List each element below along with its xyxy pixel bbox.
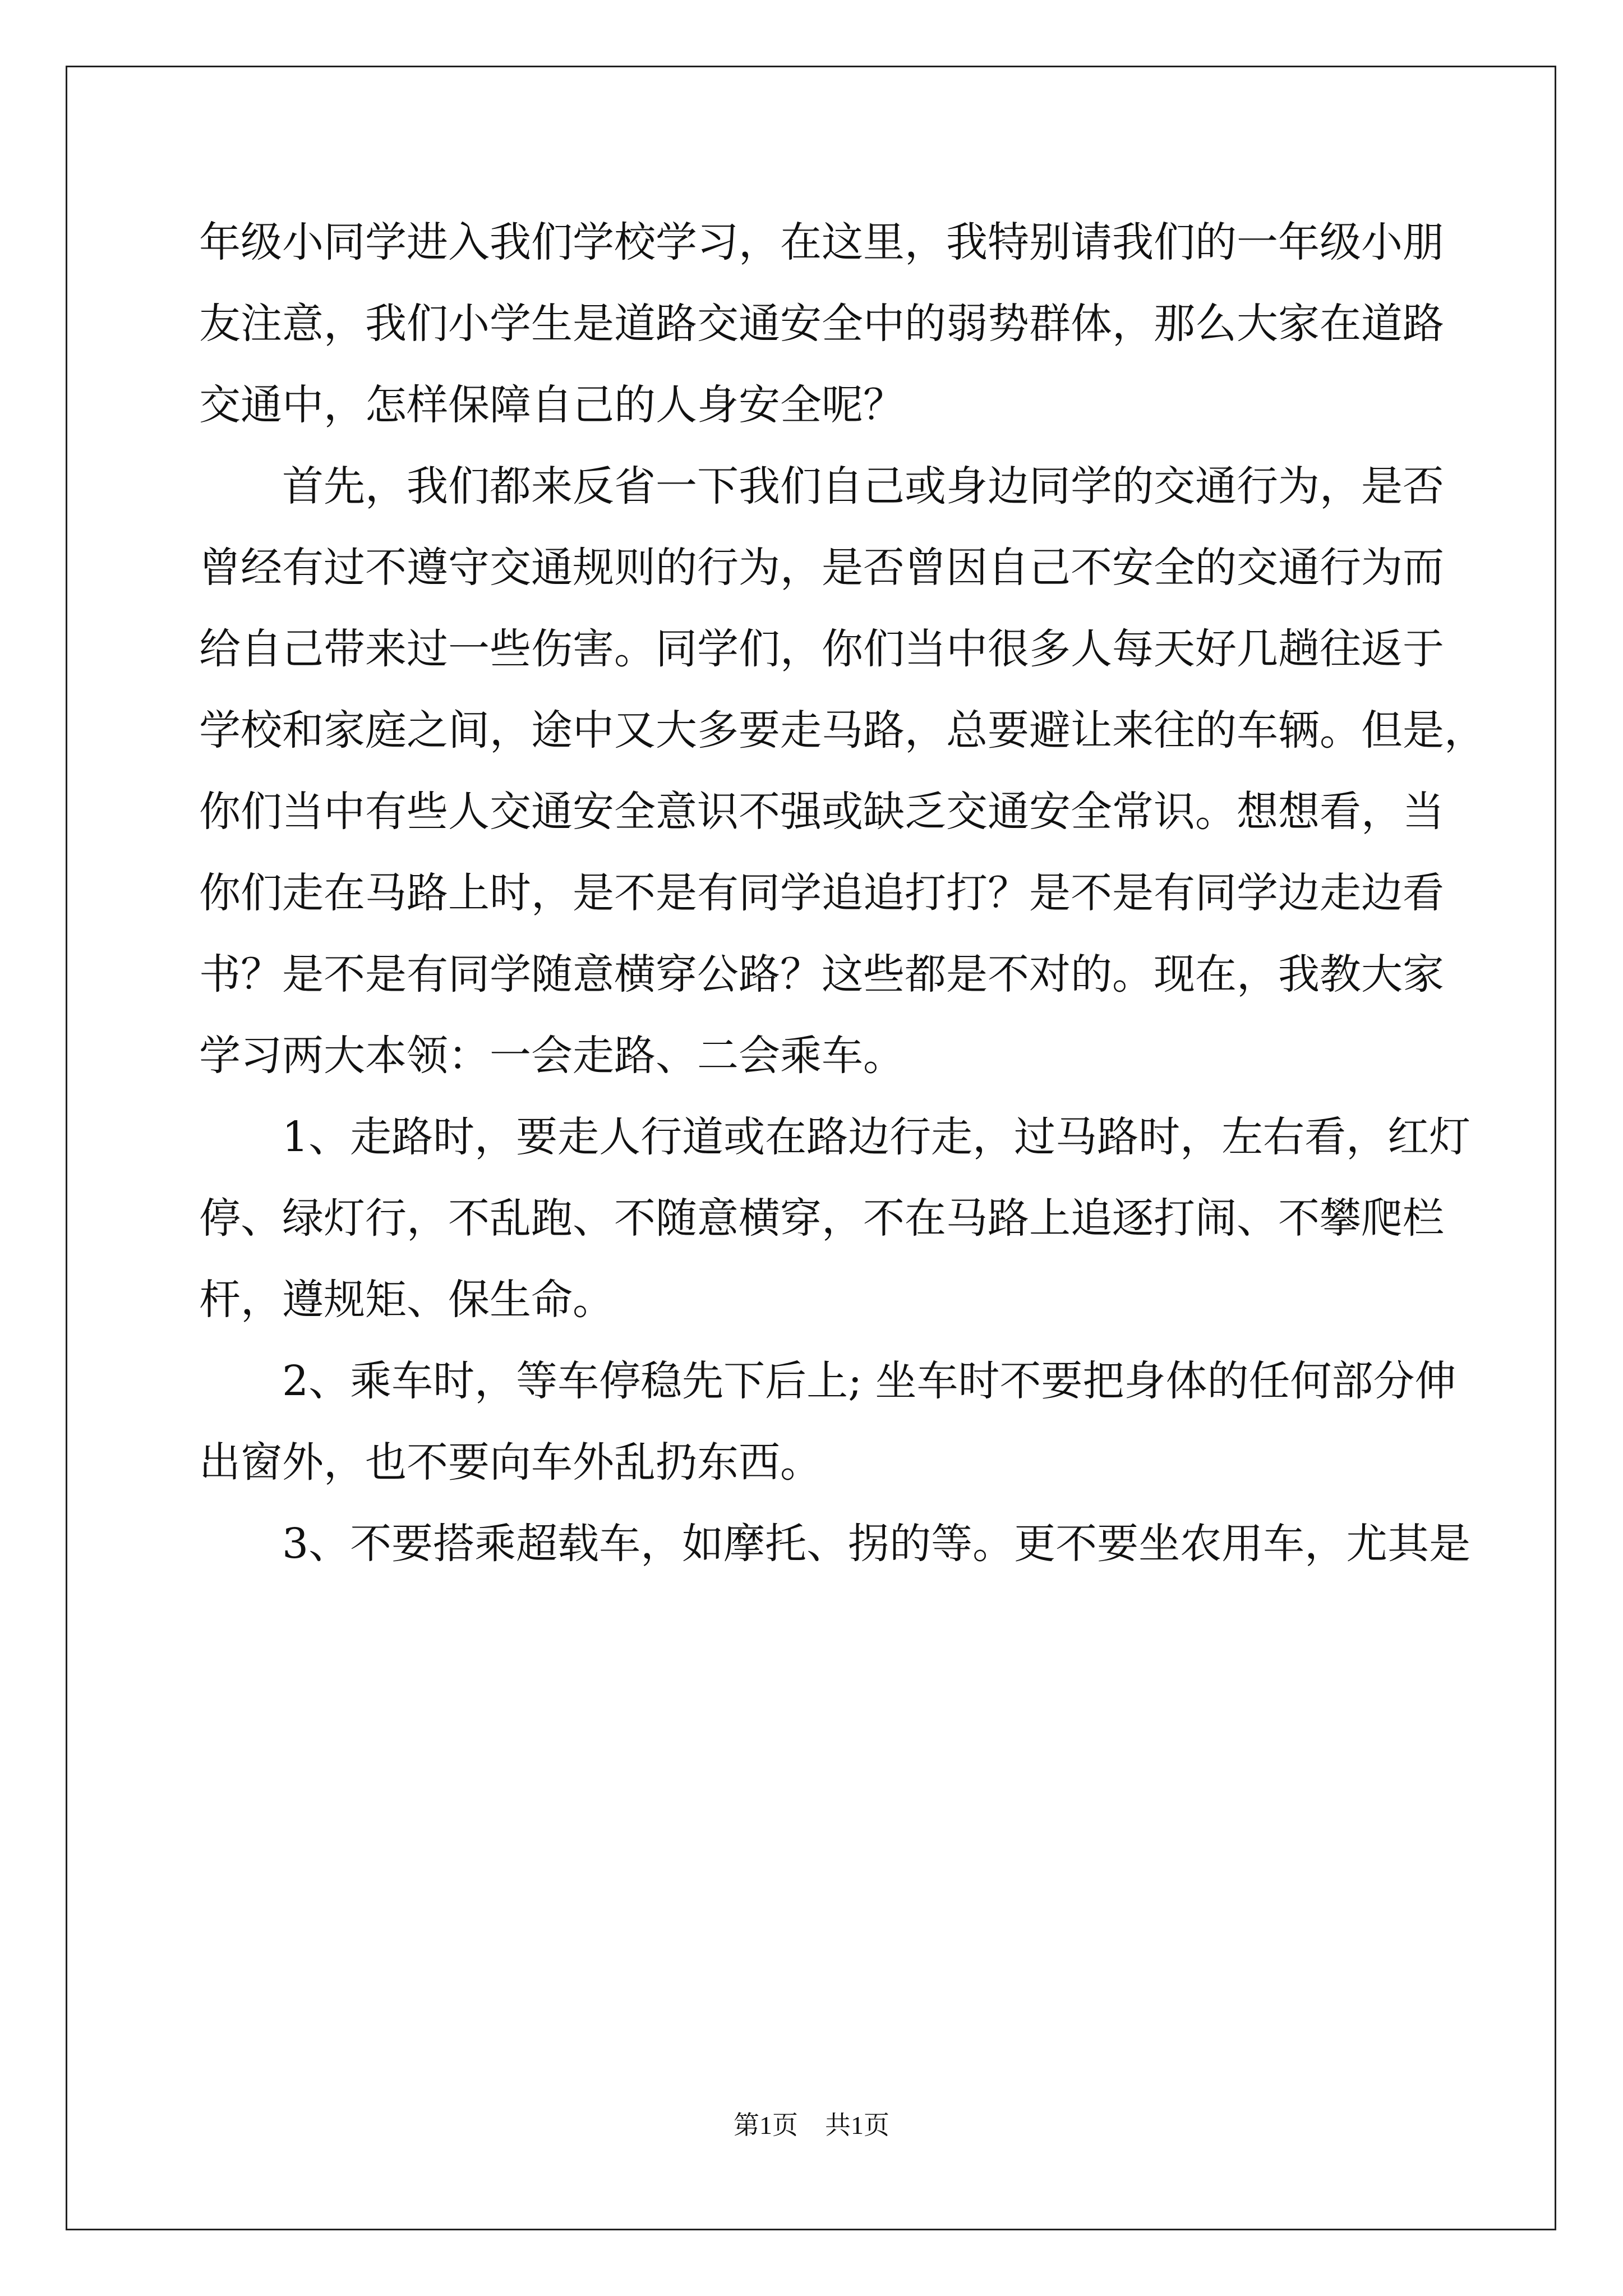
text-line: 给自己带来过一些伤害。同学们，你们当中很多人每天好几趟往返于 (199, 625, 1444, 673)
text-line: 2、乘车时，等车停稳先下后上; 坐车时不要把身体的任何部分伸 (199, 1357, 1456, 1405)
text-line: 学校和家庭之间，途中又大多要走马路，总要避让来往的车辆。但是， (199, 706, 1486, 754)
text-line: 停、绿灯行，不乱跑、不随意横穿，不在马路上追逐打闹、不攀爬栏 (199, 1194, 1444, 1243)
text-line: 你们走在马路上时，是不是有同学追追打打？是不是有同学边走边看 (199, 869, 1444, 917)
text-line: 出窗外，也不要向车外乱扔东西。 (199, 1438, 822, 1487)
text-line: 交通中，怎样保障自己的人身安全呢？ (199, 381, 905, 429)
text-line: 首先，我们都来反省一下我们自己或身边同学的交通行为，是否 (199, 462, 1444, 510)
text-line: 曾经有过不遵守交通规则的行为，是否曾因自己不安全的交通行为而 (199, 544, 1444, 592)
text-line: 年级小同学进入我们学校学习，在这里，我特别请我们的一年级小朋 (199, 218, 1444, 266)
document-body (199, 202, 1486, 1585)
text-line: 书？是不是有同学随意横穿公路？这些都是不对的。现在，我教大家 (199, 950, 1444, 999)
text-line: 3、不要搭乘超载车，如摩托、拐的等。更不要坐农用车，尤其是 (199, 1520, 1471, 1568)
text-line: 学习两大本领：一会走路、二会乘车。 (199, 1032, 905, 1080)
text-line: 1、走路时，要走人行道或在路边行走，过马路时，左右看，红灯 (199, 1113, 1471, 1161)
paragraph-intro (199, 202, 1444, 446)
page-footer (0, 2105, 1623, 2142)
paragraph-reflection (199, 446, 1486, 1097)
text-line: 友注意，我们小学生是道路交通安全中的弱势群体，那么大家在道路 (199, 300, 1444, 348)
paragraph-rule-3 (199, 1503, 1471, 1585)
paragraph-rule-1 (199, 1097, 1471, 1341)
page-total: 共1页 (825, 2111, 889, 2139)
text-line: 你们当中有些人交通安全意识不强或缺乏交通安全常识。想想看，当 (199, 788, 1444, 836)
text-line: 杆，遵规矩、保生命。 (199, 1276, 614, 1324)
paragraph-rule-2 (199, 1341, 1456, 1503)
page-number: 第1页 (734, 2111, 798, 2139)
